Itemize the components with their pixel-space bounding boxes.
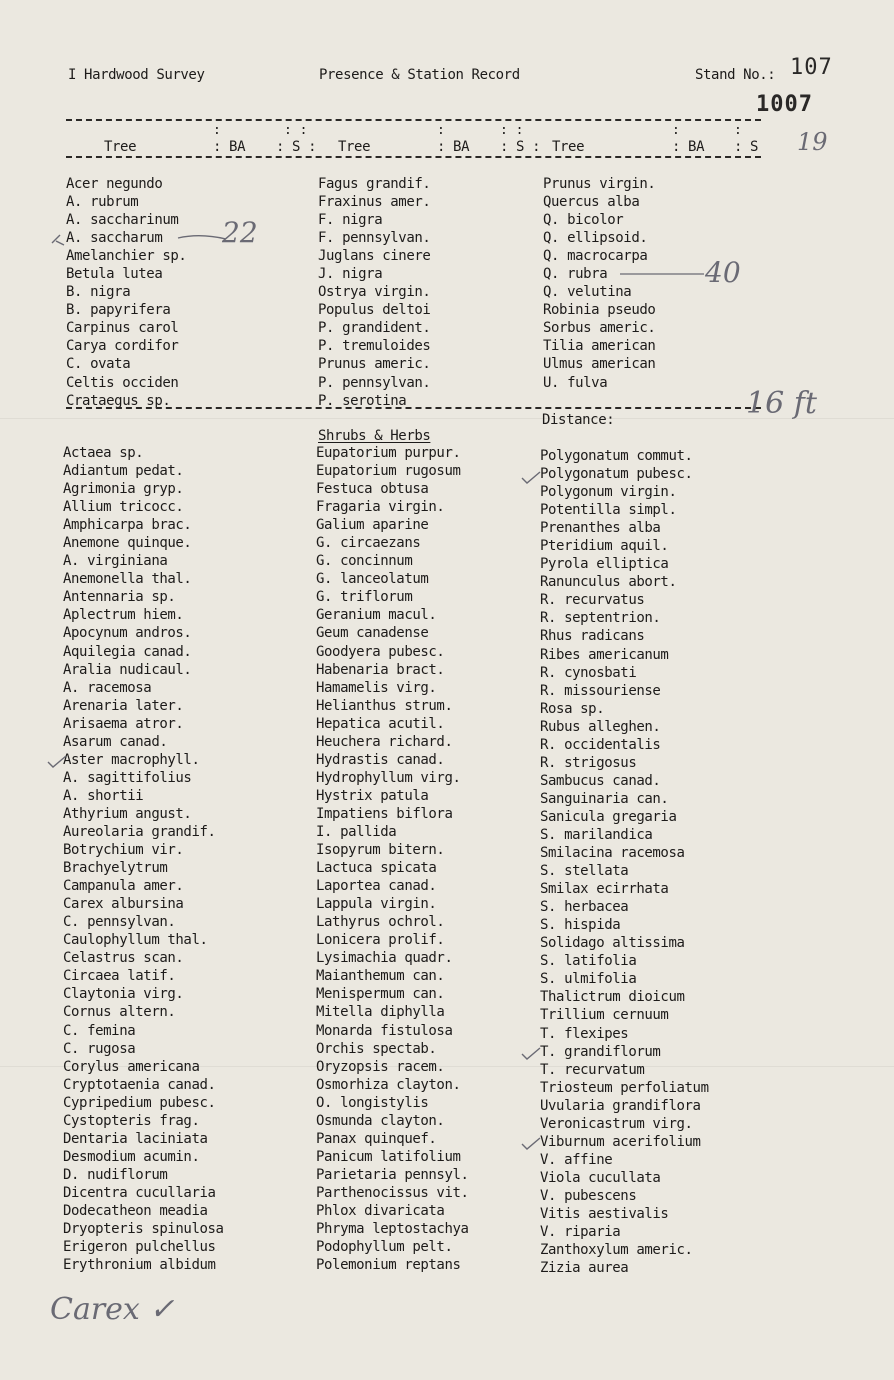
- species-entry: Crataegus sp.: [66, 392, 171, 409]
- species-entry: Geum canadense: [316, 625, 429, 642]
- species-entry: F. pennsylvan.: [318, 230, 431, 247]
- species-entry: O. longistylis: [316, 1094, 429, 1111]
- species-entry: G. circaezans: [316, 535, 421, 552]
- col-sep: :: [437, 123, 445, 138]
- species-entry: Triosteum perfoliatum: [540, 1079, 709, 1096]
- species-entry: Populus deltoi: [318, 302, 431, 319]
- header-tree-2: Tree: [338, 139, 371, 155]
- tree-column-1: [66, 175, 186, 410]
- species-entry: Hamamelis virg.: [316, 679, 437, 696]
- species-entry: Agrimonia gryp.: [63, 481, 184, 498]
- species-entry: I. pallida: [316, 823, 397, 840]
- tree-column-3: [543, 175, 655, 392]
- saccharum-mark-icon: [50, 225, 230, 255]
- species-entry: B. nigra: [66, 284, 131, 301]
- col-sep: :: [213, 123, 221, 138]
- species-entry: G. triflorum: [316, 589, 413, 606]
- species-entry: Claytonia virg.: [63, 986, 184, 1003]
- species-entry: R. missouriense: [540, 682, 661, 699]
- species-entry: Podophyllum pelt.: [316, 1239, 453, 1256]
- species-entry: V. affine: [540, 1151, 613, 1168]
- species-entry: Dentaria laciniata: [63, 1130, 208, 1147]
- species-entry: Smilax ecirrhata: [540, 881, 669, 898]
- handwritten-22: 22: [222, 216, 258, 249]
- species-entry: Thalictrum dioicum: [540, 989, 685, 1006]
- species-entry: Polygonatum commut.: [540, 448, 693, 464]
- species-entry: P. pennsylvan.: [318, 374, 431, 391]
- species-entry: Potentilla simpl.: [540, 502, 677, 519]
- check-icon: [520, 1044, 542, 1062]
- species-entry: R. septentrion.: [540, 610, 661, 627]
- species-entry: Fraxinus amer.: [318, 194, 431, 211]
- species-entry: Solidago altissima: [540, 935, 685, 952]
- species-entry: Phryma leptostachya: [316, 1221, 469, 1238]
- species-entry: G. concinnum: [316, 553, 413, 570]
- header-ba-2: : BA: [437, 139, 470, 155]
- species-entry: Sanicula gregaria: [540, 808, 677, 825]
- header-s-1: : S :: [276, 139, 317, 155]
- stand-number: 107: [790, 55, 833, 80]
- species-entry: Juglans cinere: [318, 248, 431, 265]
- species-entry: S. latifolia: [540, 953, 637, 970]
- species-entry: Arenaria later.: [63, 697, 184, 714]
- species-entry: A. virginiana: [63, 553, 168, 570]
- species-entry: Aureolaria grandif.: [63, 823, 216, 840]
- check-icon: [520, 468, 542, 486]
- species-entry: Carpinus carol: [66, 320, 179, 337]
- species-entry: Amelanchier sp.: [66, 248, 187, 265]
- species-entry: Monarda fistulosa: [316, 1022, 453, 1039]
- handwritten-40: 40: [705, 256, 741, 289]
- species-entry: Adiantum pedat.: [63, 463, 184, 480]
- species-entry: S. ulmifolia: [540, 971, 637, 988]
- species-entry: Lactuca spicata: [316, 860, 437, 877]
- species-entry: Asarum canad.: [63, 733, 168, 750]
- species-entry: Desmodium acumin.: [63, 1148, 200, 1165]
- species-entry: Hydrophyllum virg.: [316, 769, 461, 786]
- col-sep: : :: [500, 123, 524, 138]
- species-entry: Dicentra cucullaria: [63, 1184, 216, 1201]
- species-entry: Impatiens biflora: [316, 805, 453, 822]
- species-entry: Veronicastrum virg.: [540, 1115, 693, 1132]
- species-entry: G. lanceolatum: [316, 571, 429, 588]
- species-entry: Q. rubra: [543, 266, 608, 283]
- species-entry: F. nigra: [318, 212, 383, 229]
- species-entry: Actaea sp.: [63, 445, 144, 461]
- species-entry: Viola cucullata: [540, 1169, 661, 1186]
- species-entry: A. saccharum: [66, 230, 163, 247]
- species-entry: Polygonum virgin.: [540, 484, 677, 501]
- survey-title: I Hardwood Survey: [68, 67, 205, 83]
- tree-section-rule: [66, 407, 761, 409]
- species-entry: Celastrus scan.: [63, 950, 184, 967]
- species-entry: Polemonium reptans: [316, 1257, 461, 1274]
- species-entry: Parthenocissus vit.: [316, 1184, 469, 1201]
- species-entry: Dodecatheon meadia: [63, 1202, 208, 1219]
- species-entry: Ostrya virgin.: [318, 284, 431, 301]
- col-sep: :: [672, 123, 680, 138]
- record-title: Presence & Station Record: [319, 67, 520, 83]
- header-s-3: : S: [734, 139, 759, 155]
- species-entry: Hydrastis canad.: [316, 751, 445, 768]
- species-entry: Lathyrus ochrol.: [316, 914, 445, 931]
- species-entry: Q. macrocarpa: [543, 248, 648, 265]
- header-ba-3: : BA: [672, 139, 705, 155]
- species-entry: Smilacina racemosa: [540, 845, 685, 862]
- species-entry: Celtis occiden: [66, 374, 179, 391]
- header-tree-1: Tree: [104, 139, 137, 155]
- species-entry: Panicum latifolium: [316, 1148, 461, 1165]
- species-entry: Osmunda clayton.: [316, 1112, 445, 1129]
- species-entry: Arisaema atror.: [63, 715, 184, 732]
- species-entry: Prenanthes alba: [540, 520, 661, 537]
- check-icon: [46, 752, 68, 770]
- header-rule-bottom: [66, 156, 761, 158]
- species-entry: Carex albursina: [63, 896, 184, 913]
- species-entry: C. rugosa: [63, 1040, 136, 1057]
- species-entry: Lonicera prolif.: [316, 932, 445, 949]
- species-entry: Amphicarpa brac.: [63, 517, 192, 534]
- species-entry: P. tremuloides: [318, 338, 431, 355]
- species-entry: Isopyrum bitern.: [316, 842, 445, 859]
- species-entry: Aquilegia canad.: [63, 643, 192, 660]
- species-entry: Cypripedium pubesc.: [63, 1094, 216, 1111]
- tree-column-2: [318, 175, 430, 410]
- species-entry: Festuca obtusa: [316, 481, 429, 498]
- species-entry: Sambucus canad.: [540, 772, 661, 789]
- species-entry: Parietaria pennsyl.: [316, 1166, 469, 1183]
- species-entry: Q. bicolor: [543, 212, 624, 229]
- distance-label: Distance:: [542, 412, 615, 428]
- header-rule-top: [66, 119, 761, 121]
- species-entry: Q. ellipsoid.: [543, 230, 648, 247]
- species-entry: Anemone quinque.: [63, 535, 192, 552]
- species-entry: Ribes americanum: [540, 646, 669, 663]
- species-entry: Eupatorium rugosum: [316, 463, 461, 480]
- species-entry: Cystopteris frag.: [63, 1112, 200, 1129]
- species-entry: Corylus americana: [63, 1058, 200, 1075]
- check-icon: [520, 1134, 542, 1152]
- species-entry: Tilia american: [543, 338, 656, 355]
- species-entry: Erigeron pulchellus: [63, 1239, 216, 1256]
- species-entry: Orchis spectab.: [316, 1040, 437, 1057]
- species-entry: S. marilandica: [540, 826, 653, 843]
- species-entry: S. hispida: [540, 917, 621, 934]
- species-entry: B. papyrifera: [66, 302, 171, 319]
- species-entry: Erythronium albidum: [63, 1257, 216, 1274]
- shrub-column-2: [316, 444, 469, 1274]
- species-entry: Prunus americ.: [318, 356, 431, 373]
- species-entry: R. strigosus: [540, 754, 637, 771]
- species-entry: V. pubescens: [540, 1187, 637, 1204]
- species-entry: C. ovata: [66, 356, 131, 373]
- species-entry: Prunus virgin.: [543, 176, 656, 192]
- species-entry: A. shortii: [63, 787, 144, 804]
- species-entry: R. recurvatus: [540, 592, 645, 609]
- species-entry: V. riparia: [540, 1224, 621, 1241]
- species-entry: A. racemosa: [63, 679, 152, 696]
- species-entry: Maianthemum can.: [316, 968, 445, 985]
- species-entry: Osmorhiza clayton.: [316, 1076, 461, 1093]
- species-entry: Cryptotaenia canad.: [63, 1076, 216, 1093]
- species-entry: Antennaria sp.: [63, 589, 176, 606]
- species-entry: Pyrola elliptica: [540, 556, 669, 573]
- species-entry: Acer negundo: [66, 176, 163, 192]
- species-entry: Aralia nudicaul.: [63, 661, 192, 678]
- species-entry: Zizia aurea: [540, 1260, 629, 1277]
- species-entry: Laportea canad.: [316, 878, 437, 895]
- species-entry: Mitella diphylla: [316, 1004, 445, 1021]
- col-sep: : :: [284, 123, 308, 138]
- species-entry: Robinia pseudo: [543, 302, 656, 319]
- species-entry: Fagus grandif.: [318, 176, 431, 192]
- species-entry: Menispermum can.: [316, 986, 445, 1003]
- species-entry: T. grandiflorum: [540, 1043, 661, 1060]
- species-entry: Anemonella thal.: [63, 571, 192, 588]
- species-entry: Sorbus americ.: [543, 320, 656, 337]
- species-entry: Campanula amer.: [63, 878, 184, 895]
- shrub-column-1: [63, 444, 224, 1274]
- species-entry: Rubus alleghen.: [540, 718, 661, 735]
- species-entry: Fragaria virgin.: [316, 499, 445, 516]
- species-entry: Uvularia grandiflora: [540, 1097, 701, 1114]
- species-entry: S. stellata: [540, 863, 629, 880]
- species-entry: Pteridium aquil.: [540, 538, 669, 555]
- species-entry: Helianthus strum.: [316, 697, 453, 714]
- species-entry: Botrychium vir.: [63, 842, 184, 859]
- species-entry: Galium aparine: [316, 517, 429, 534]
- species-entry: J. nigra: [318, 266, 383, 283]
- species-entry: P. serotina: [318, 392, 407, 409]
- species-entry: Caulophyllum thal.: [63, 932, 208, 949]
- species-entry: Hystrix patula: [316, 787, 429, 804]
- species-entry: Phlox divaricata: [316, 1202, 445, 1219]
- species-entry: R. cynosbati: [540, 664, 637, 681]
- stand-label: Stand No.:: [695, 67, 776, 83]
- handwritten-16ft: 16 ft: [746, 386, 817, 421]
- species-entry: S. herbacea: [540, 899, 629, 916]
- species-entry: Apocynum andros.: [63, 625, 192, 642]
- header-ba-1: : BA: [213, 139, 246, 155]
- species-entry: Ranunculus abort.: [540, 574, 677, 591]
- species-entry: C. femina: [63, 1022, 136, 1039]
- stamp-number: 1007: [756, 92, 813, 117]
- shrub-column-3: [540, 447, 709, 1277]
- species-entry: Sanguinaria can.: [540, 790, 669, 807]
- species-entry: Quercus alba: [543, 194, 640, 211]
- species-entry: Dryopteris spinulosa: [63, 1221, 224, 1238]
- species-entry: Hepatica acutil.: [316, 715, 445, 732]
- species-entry: Lysimachia quadr.: [316, 950, 453, 967]
- species-entry: Goodyera pubesc.: [316, 643, 445, 660]
- species-entry: Lappula virgin.: [316, 896, 437, 913]
- handwritten-carex-note: Carex ✓: [50, 1292, 175, 1327]
- species-entry: Brachyelytrum: [63, 860, 168, 877]
- species-entry: Panax quinquef.: [316, 1130, 437, 1147]
- species-entry: Viburnum acerifolium: [540, 1133, 701, 1150]
- species-entry: Carya cordifor: [66, 338, 179, 355]
- col-sep: :: [734, 123, 742, 138]
- species-entry: T. recurvatum: [540, 1061, 645, 1078]
- species-entry: Heuchera richard.: [316, 733, 453, 750]
- species-entry: Vitis aestivalis: [540, 1205, 669, 1222]
- handwritten-19: 19: [797, 128, 828, 156]
- species-entry: Geranium macul.: [316, 607, 437, 624]
- species-entry: Habenaria bract.: [316, 661, 445, 678]
- species-entry: Rhus radicans: [540, 628, 645, 645]
- species-entry: Polygonatum pubesc.: [540, 466, 693, 483]
- species-entry: Allium tricocc.: [63, 499, 184, 516]
- header-tree-3: Tree: [552, 139, 585, 155]
- species-entry: A. sagittifolius: [63, 769, 192, 786]
- species-entry: Aster macrophyll.: [63, 751, 200, 768]
- species-entry: Zanthoxylum americ.: [540, 1242, 693, 1259]
- species-entry: Cornus altern.: [63, 1004, 176, 1021]
- species-entry: Circaea latif.: [63, 968, 176, 985]
- species-entry: Oryzopsis racem.: [316, 1058, 445, 1075]
- species-entry: Eupatorium purpur.: [316, 445, 461, 461]
- species-entry: R. occidentalis: [540, 736, 661, 753]
- species-entry: C. pennsylvan.: [63, 914, 176, 931]
- species-entry: U. fulva: [543, 374, 608, 391]
- species-entry: Trillium cernuum: [540, 1007, 669, 1024]
- species-entry: Betula lutea: [66, 266, 163, 283]
- species-entry: P. grandident.: [318, 320, 431, 337]
- species-entry: A. rubrum: [66, 194, 139, 211]
- species-entry: Rosa sp.: [540, 700, 605, 717]
- species-entry: Q. velutina: [543, 284, 632, 301]
- species-entry: T. flexipes: [540, 1025, 629, 1042]
- shrubs-heading: Shrubs & Herbs: [318, 428, 431, 444]
- species-entry: A. saccharinum: [66, 212, 179, 229]
- species-entry: D. nudiflorum: [63, 1166, 168, 1183]
- species-entry: Athyrium angust.: [63, 805, 192, 822]
- header-s-2: : S :: [500, 139, 541, 155]
- species-entry: Ulmus american: [543, 356, 656, 373]
- species-entry: Aplectrum hiem.: [63, 607, 184, 624]
